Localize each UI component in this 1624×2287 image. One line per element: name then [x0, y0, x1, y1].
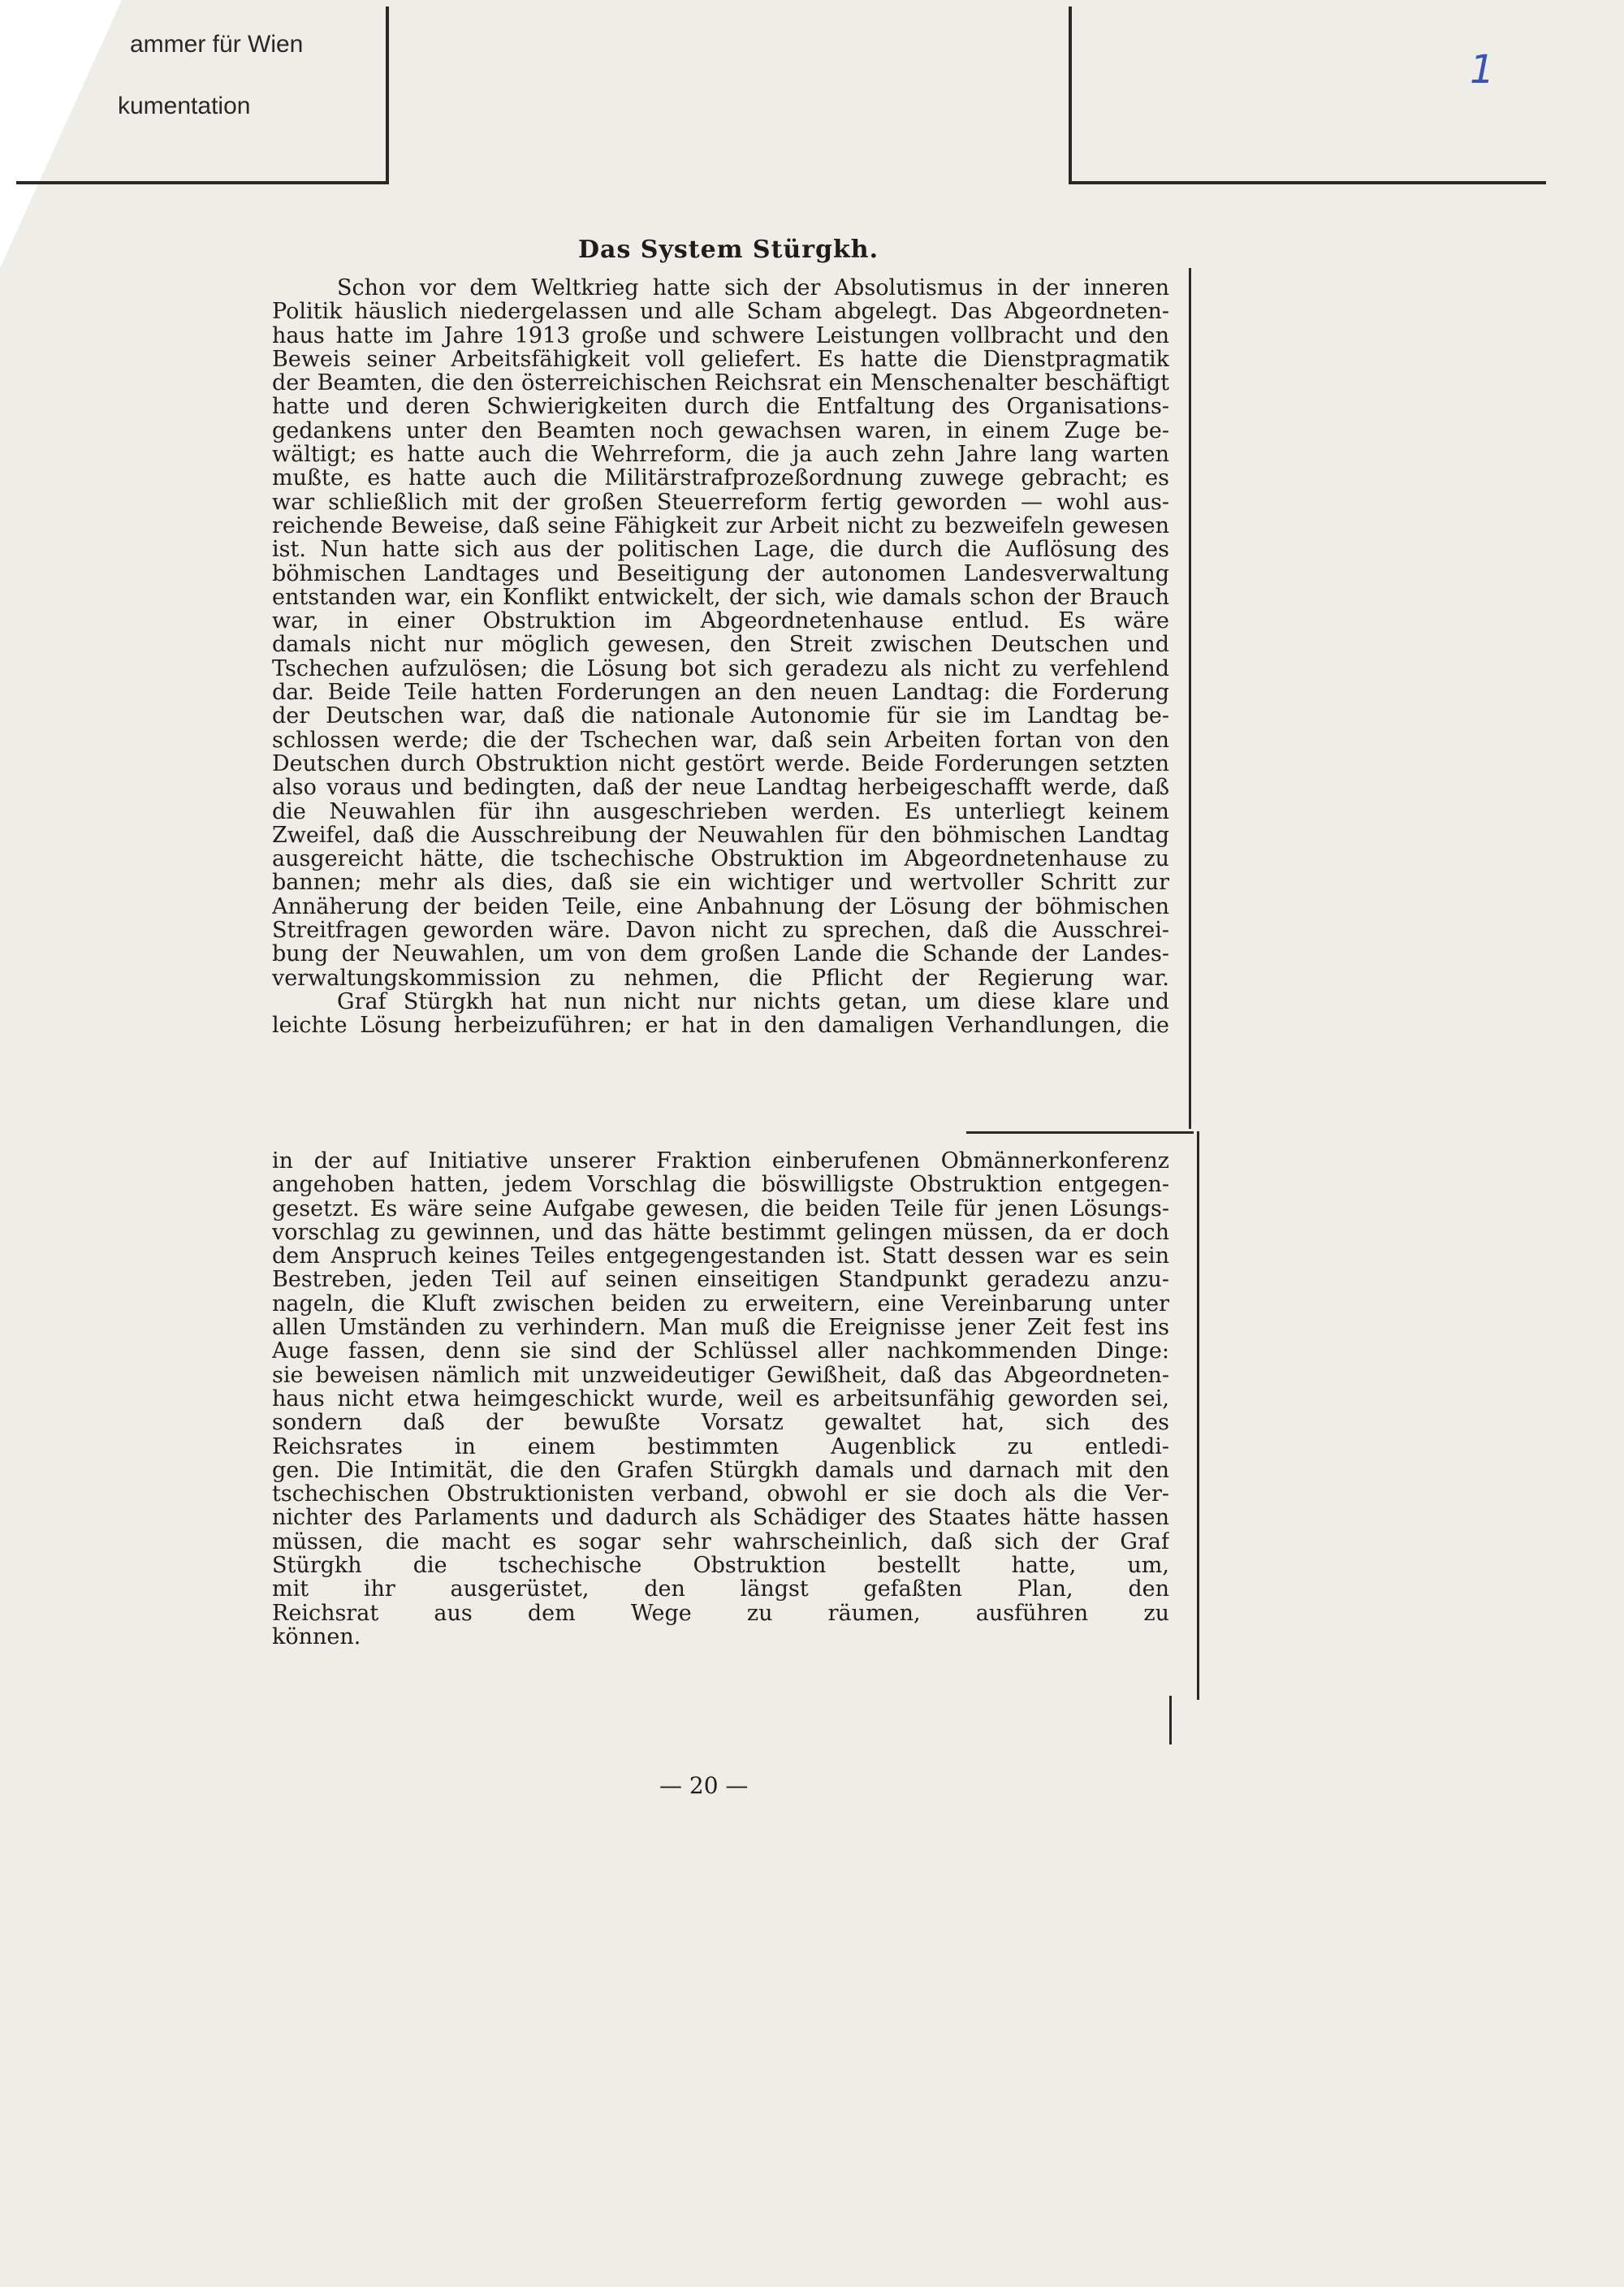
- text-line: der Deutschen war, daß die nationale Autonomie für sie im Landtag be-: [272, 704, 1169, 728]
- text-line: Beweis seiner Arbeitsfähigkeit voll geliefert. Es hatte die Dienstpragmatik: [272, 347, 1169, 372]
- stamp-line-1: ammer für Wien: [130, 31, 304, 58]
- text-line: müssen, die macht es sogar sehr wahrscheinlich, daß sich der Graf: [272, 1529, 1169, 1554]
- text-line: Politik häuslich niedergelassen und alle Scham abgelegt. Das Abgeordneten-: [272, 300, 1169, 324]
- text-line: war, in einer Obstruktion im Abgeordnetenhause entlud. Es wäre: [272, 609, 1169, 633]
- text-line: Zweifel, daß die Ausschreibung der Neuwahlen für den böhmischen Landtag: [272, 823, 1169, 848]
- text-line: dar. Beide Teile hatten Forderungen an den neuen Landtag: die Forderung: [272, 681, 1169, 705]
- text-column-lower: [272, 1149, 1169, 1649]
- text-line: reichende Beweise, daß seine Fähigkeit zur Arbeit nicht zu bezweifeln gewesen: [272, 513, 1169, 538]
- text-line: böhmischen Landtages und Beseitigung der autonomen Landesverwaltung: [272, 561, 1169, 586]
- column-rule-right-upper: [1189, 268, 1191, 1129]
- text-line: der Beamten, die den österreichischen Reichsrat ein Menschenalter beschäftigt: [272, 371, 1169, 396]
- text-line: gen. Die Intimität, die den Grafen Stürgkh damals und darnach mit den: [272, 1458, 1169, 1483]
- text-line: sondern daß der bewußte Vorsatz gewaltet hat, sich des: [272, 1411, 1169, 1435]
- text-line: bannen; mehr als dies, daß sie ein wichtiger und wertvoller Schritt zur: [272, 871, 1169, 895]
- text-line: angehoben hatten, jedem Vorschlag die böswilligste Obstruktion entgegen-: [272, 1173, 1169, 1197]
- column-rule-join: [966, 1131, 1194, 1134]
- handwritten-page-number: 1: [1470, 47, 1495, 93]
- text-line: dem Anspruch keines Teiles entgegengestanden ist. Statt dessen war es sein: [272, 1244, 1169, 1269]
- column-rule-bottom-mark: [1169, 1696, 1172, 1744]
- column-rule-right-lower: [1197, 1131, 1199, 1700]
- text-line: Deutschen durch Obstruktion nicht gestört werde. Beide Forderungen setzten: [272, 751, 1169, 776]
- text-line: war schließlich mit der großen Steuerreform fertig geworden — wohl aus-: [272, 490, 1169, 514]
- text-line: mit ihr ausgerüstet, den längst gefaßten Plan, den: [272, 1577, 1169, 1602]
- text-line: Streitfragen geworden wäre. Davon nicht zu sprechen, daß die Ausschrei-: [272, 919, 1169, 943]
- text-line: wältigt; es hatte auch die Wehrreform, die ja auch zehn Jahre lang warten: [272, 443, 1169, 467]
- stamp-line-2: kumentation: [118, 93, 251, 119]
- text-line: ist. Nun hatte sich aus der politischen Lage, die durch die Auflösung des: [272, 538, 1169, 562]
- text-line: in der auf Initiative unserer Fraktion einberufenen Obmännerkonferenz: [272, 1149, 1169, 1174]
- text-line: vorschlag zu gewinnen, und das hätte bestimmt gelingen müssen, da er doch: [272, 1220, 1169, 1245]
- text-line: Graf Stürgkh hat nun nicht nur nichts getan, um diese klare und: [337, 989, 1169, 1014]
- text-line: schlossen werde; die der Tschechen war, daß sein Arbeiten fortan von den: [272, 728, 1169, 752]
- archive-stamp: [16, 6, 389, 184]
- text-line: Auge fassen, denn sie sind der Schlüssel aller nachkommenden Dinge:: [272, 1339, 1169, 1364]
- text-column-upper: [272, 276, 1169, 1038]
- text-line: haus hatte im Jahre 1913 große und schwere Leistungen vollbracht und den: [272, 323, 1169, 348]
- text-line: Stürgkh die tschechische Obstruktion bestellt hatte, um,: [272, 1554, 1169, 1578]
- text-line: nichter des Parlaments und dadurch als Schädiger des Staates hätte hassen: [272, 1506, 1169, 1530]
- text-line: Tschechen aufzulösen; die Lösung bot sich geradezu als nicht zu verfehlend: [272, 656, 1169, 681]
- text-line: leichte Lösung herbeizuführen; er hat in den damaligen Verhandlungen, die: [272, 1014, 1169, 1038]
- text-line: damals nicht nur möglich gewesen, den Streit zwischen Deutschen und: [272, 633, 1169, 657]
- text-line: verwaltungskommission zu nehmen, die Pflicht der Regierung war.: [272, 966, 1169, 990]
- text-line: Bestreben, jeden Teil auf seinen einseitigen Standpunkt geradezu anzu-: [272, 1268, 1169, 1292]
- top-right-frame: [1069, 6, 1546, 184]
- text-line: haus nicht etwa heimgeschickt wurde, weil es arbeitsunfähig geworden sei,: [272, 1386, 1169, 1412]
- text-line: entstanden war, ein Konflikt entwickelt, der sich, wie damals schon der Brauch: [272, 585, 1169, 610]
- text-line: die Neuwahlen für ihn ausgeschrieben werden. Es unterliegt keinem: [272, 799, 1169, 824]
- text-line: mußte, es hatte auch die Militärstrafprozeßordnung zuwege gebracht; es: [272, 466, 1169, 491]
- text-line: ausgereicht hätte, die tschechische Obstruktion im Abgeordnetenhause zu: [272, 847, 1169, 871]
- article-title: Das System Stürgkh.: [578, 236, 879, 264]
- text-line: Reichsrat aus dem Wege zu räumen, ausführen zu: [272, 1601, 1169, 1625]
- text-line: tschechischen Obstruktionisten verband, obwohl er sie doch als die Ver-: [272, 1482, 1169, 1507]
- text-line: hatte und deren Schwierigkeiten durch die Entfaltung des Organisations-: [272, 395, 1169, 419]
- text-line: Reichsrates in einem bestimmten Augenblick zu entledi-: [272, 1434, 1169, 1459]
- text-line: gesetzt. Es wäre seine Aufgabe gewesen, die beiden Teile für jenen Lösungs-: [272, 1196, 1169, 1221]
- text-line: also voraus und bedingten, daß der neue Landtag herbeigeschafft werde, daß: [272, 776, 1169, 800]
- text-line: Annäherung der beiden Teile, eine Anbahnung der Lösung der böhmischen: [272, 894, 1169, 919]
- text-line: Schon vor dem Weltkrieg hatte sich der Absolutismus in der inneren: [337, 276, 1169, 300]
- text-line: gedankens unter den Beamten noch gewachsen waren, in einem Zuge be-: [272, 418, 1169, 443]
- text-line: bung der Neuwahlen, um von dem großen Lande die Schande der Landes-: [272, 942, 1169, 966]
- text-line: können.: [272, 1624, 361, 1649]
- text-line: sie beweisen nämlich mit unzweideutiger Gewißheit, daß das Abgeordneten-: [272, 1363, 1169, 1387]
- text-line: nageln, die Kluft zwischen beiden zu erweitern, eine Vereinbarung unter: [272, 1291, 1169, 1316]
- text-line: allen Umständen zu verhindern. Man muß die Ereignisse jener Zeit fest ins: [272, 1316, 1169, 1340]
- page-folio: — 20 —: [659, 1772, 749, 1799]
